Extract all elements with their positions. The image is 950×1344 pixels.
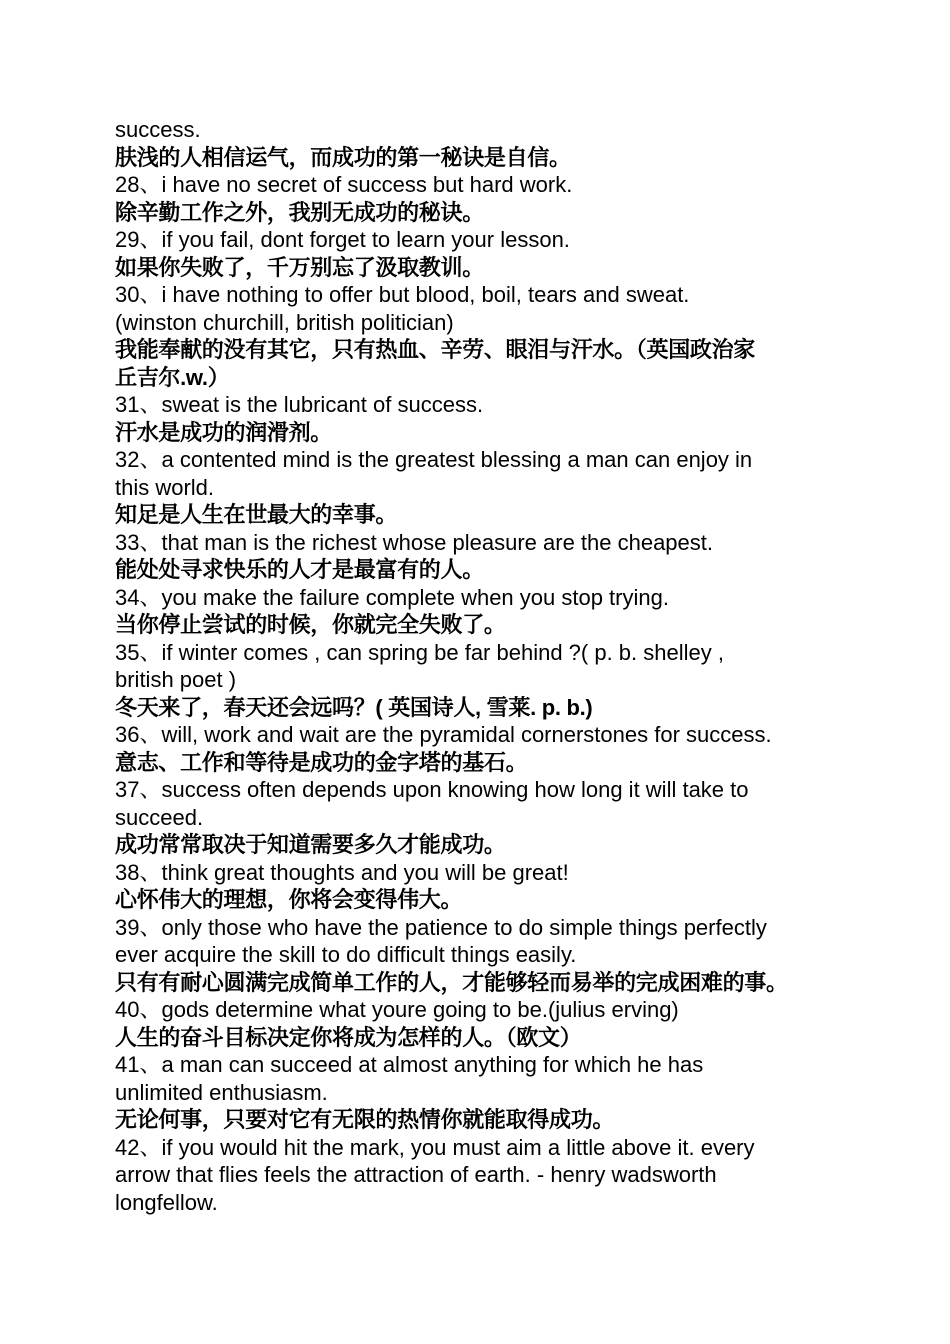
chinese-translation-line: 汗水是成功的润滑剂。 — [115, 419, 333, 445]
english-quote-line: 39、only those who have the patience to do simple things perfectly — [115, 914, 767, 940]
chinese-translation-line: 心怀伟大的理想，你将会变得伟大。 — [115, 887, 463, 912]
english-quote-line: 37、success often depends upon knowing how long it will take to — [115, 777, 749, 802]
english-quote-line: 30、i have nothing to offer but blood, boil, tears and sweat. — [115, 282, 690, 307]
chinese-translation-line: 除辛勤工作之外，我别无成功的秘诀。 — [115, 199, 484, 225]
chinese-translation-line: 丘吉尔.w.） — [115, 364, 230, 390]
chinese-translation-line: 当你停止尝试的时候，你就完全失败了。 — [115, 612, 506, 637]
chinese-translation-line: 肤浅的人相信运气，而成功的第一秘诀是自信。 — [115, 144, 571, 170]
chinese-translation-line: 冬天来了，春天还会远吗？( 英国诗人, 雪莱. p. b.) — [115, 694, 593, 720]
chinese-translation-line: 无论何事，只要对它有无限的热情你就能取得成功。 — [115, 1107, 615, 1132]
english-quote-line: 34、you make the failure complete when you stop trying. — [115, 584, 669, 610]
chinese-translation-line: 只有有耐心圆满完成简单工作的人，才能够轻而易举的完成困难的事。 — [115, 969, 788, 995]
english-quote-line: 40、gods determine what youre going to be.(julius erving) — [115, 997, 679, 1022]
document-body — [115, 116, 915, 1216]
chinese-translation-line: 人生的奋斗目标决定你将成为怎样的人。（欧文） — [115, 1024, 582, 1050]
english-quote-line: 35、if winter comes , can spring be far behind ?( p. b. shelley , — [115, 639, 724, 665]
english-quote-line: 32、a contented mind is the greatest blessing a man can enjoy in — [115, 447, 753, 472]
english-quote-line: arrow that flies feels the attraction of earth. - henry wadsworth — [115, 1162, 717, 1187]
english-quote-line: (winston churchill, british politician) — [115, 309, 454, 335]
chinese-translation-line: 成功常常取决于知道需要多久才能成功。 — [115, 832, 506, 857]
english-quote-line: 36、will, work and wait are the pyramidal cornerstones for success. — [115, 722, 772, 747]
english-quote-line: this world. — [115, 474, 215, 500]
english-quote-line: succeed. — [115, 804, 204, 830]
english-quote-line: unlimited enthusiasm. — [115, 1079, 328, 1105]
chinese-translation-line: 知足是人生在世最大的幸事。 — [115, 502, 398, 527]
english-quote-line: 31、sweat is the lubricant of success. — [115, 392, 484, 417]
chinese-translation-line: 如果你失败了，千万别忘了汲取教训。 — [115, 254, 484, 280]
english-quote-line: longfellow. — [115, 1189, 218, 1215]
english-quote-line: ever acquire the skill to do difficult things easily. — [115, 942, 577, 967]
english-quote-line: 28、i have no secret of success but hard work. — [115, 172, 573, 197]
chinese-translation-line: 我能奉献的没有其它，只有热血、辛劳、眼泪与汗水。（英国政治家 — [115, 337, 756, 362]
english-quote-line: 38、think great thoughts and you will be great! — [115, 859, 569, 885]
english-quote-line: 42、if you would hit the mark, you must aim a little above it. every — [115, 1134, 755, 1160]
english-quote-line: british poet ) — [115, 667, 237, 692]
english-quote-line: success. — [115, 117, 201, 142]
chinese-translation-line: 意志、工作和等待是成功的金字塔的基石。 — [115, 749, 528, 775]
english-quote-line: 41、a man can succeed at almost anything for which he has — [115, 1052, 704, 1077]
chinese-translation-line: 能处处寻求快乐的人才是最富有的人。 — [115, 557, 484, 582]
english-quote-line: 29、if you fail, dont forget to learn your lesson. — [115, 227, 570, 252]
english-quote-line: 33、that man is the richest whose pleasure are the cheapest. — [115, 529, 714, 555]
